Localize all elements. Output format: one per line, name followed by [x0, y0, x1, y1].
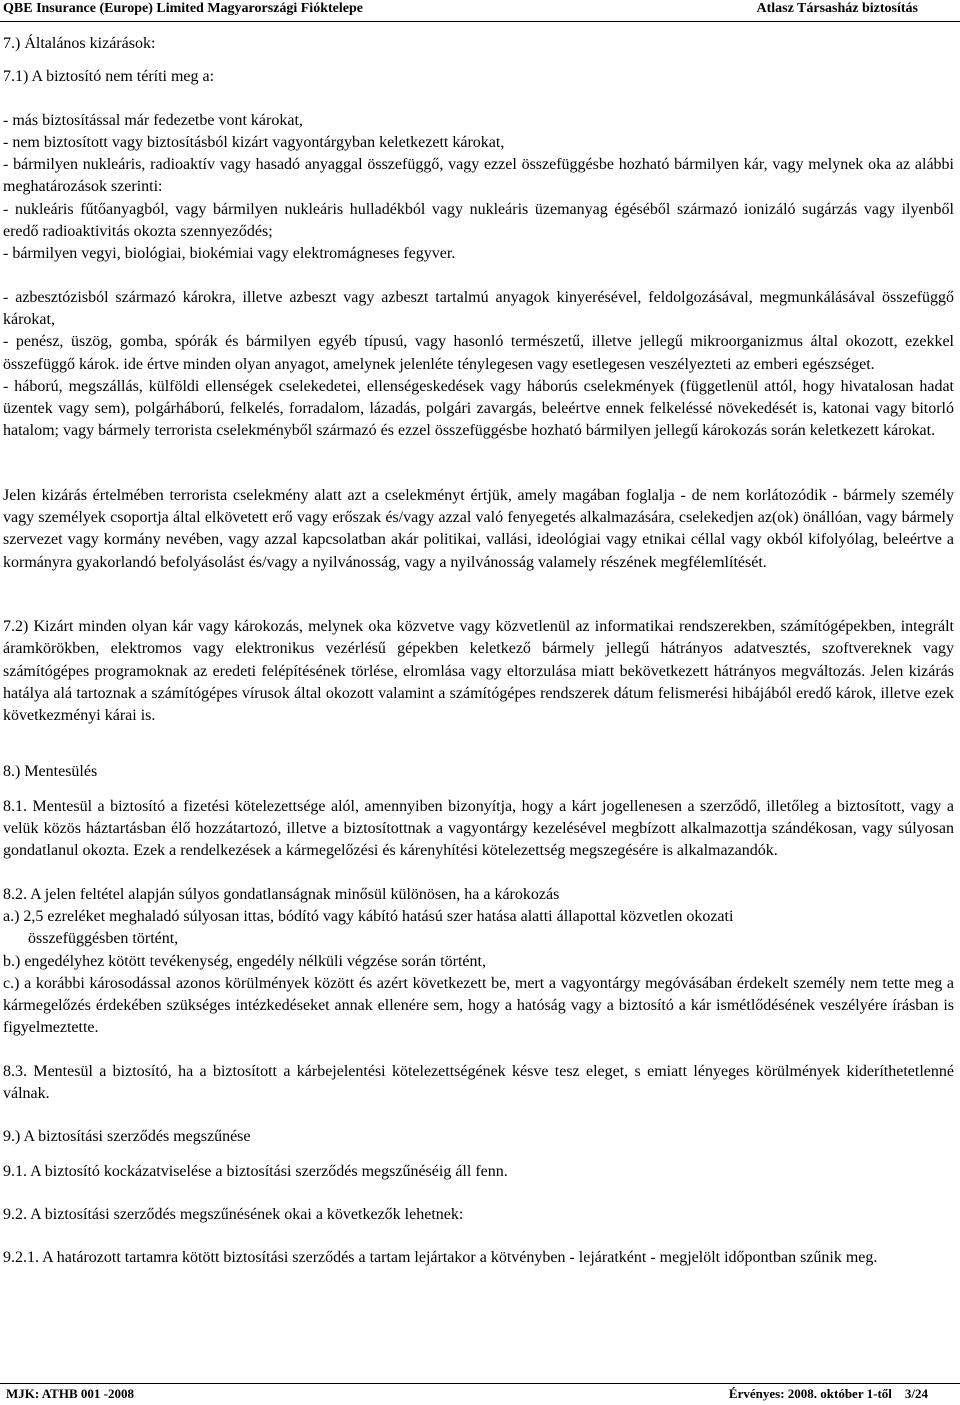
footer-document-id: MJK: ATHB 001 -2008	[6, 1386, 134, 1401]
section-8-2-title: 8.2. A jelen feltétel alapján súlyos gondatlanságnak minősül különösen, ha a károkozás	[3, 885, 560, 903]
header-product: Atlasz Társasház biztosítás	[756, 1, 918, 16]
page-header	[0, 0, 960, 22]
exclusion-item: - bármilyen vegyi, biológiai, biokémiai vagy elektromágneses fegyver.	[3, 245, 456, 263]
footer-validity-page: Érvényes: 2008. október 1-től 3/24	[728, 1386, 928, 1401]
section-8-3: 8.3. Mentesül a biztosító, ha a biztosított a kárbejelentési kötelezettségének késve tesz eleget, s emiatt lényeges körülmények kideríthetetlenné válnak.	[3, 1062, 954, 1102]
section-8-2-a-cont: összefüggésben történt,	[28, 930, 179, 948]
section-8-1: 8.1. Mentesül a biztosító a fizetési kötelezettsége alól, amennyiben bizonyítja, hogy a kárt jogellenesen a szerződő, illetőleg a biztosított, vagy a velük közös háztartásban élő hozzátartozó, illetve a biztosítottnak a vagyontárgy kezelésével megbízott alkalmazottja szándékosan, vagy súlyosan gondatlanul okozta. Ezek a rendelkezések a kármegelőzési és kárenyhítési kötelezettség megszegésére is alkalmazandók.	[3, 797, 954, 860]
exclusion-item: - penész, üszög, gomba, spórák és bármilyen egyéb típusú, vagy hasonló természetű, illetve jellegű mikroorganizmus által okozott, ezekkel összefüggő károk. ide értve minden olyan anyagot, amelynek jelenléte ténylegesen vagy esetlegesen veszélyezteti az emberi egészséget.	[3, 333, 954, 373]
exclusion-item: - háború, megszállás, külföldi ellenségek cselekedetei, ellenségeskedések vagy háborús cselekmények (függetlenül attól, hogy hivatalosan hadat üzentek vagy sem), polgárháború, felkelés, forradalom, lázadás, polgári zavargás, beleértve ennek felkeléssé növekedését is, katonai vagy bitorló hatalom; vagy bármely terrorista cselekményből származó és ezzel összefüggésbe hozható bármilyen jellegű károkozás során keletkezett károkat.	[3, 377, 954, 440]
exclusion-item: - nem biztosított vagy biztosításból kizárt vagyontárgyban keletkezett károkat,	[3, 133, 505, 151]
header-company: QBE Insurance (Europe) Limited Magyarországi Fióktelepe	[3, 1, 363, 16]
exclusion-item: - bármilyen nukleáris, radioaktív vagy hasadó anyaggal összefüggő, vagy ezzel összefüggésbe hozható bármilyen kár, vagy melynek oka az alábbi meghatározások szerinti:	[3, 156, 954, 196]
section-7-1-title: 7.1) A biztosító nem téríti meg a:	[3, 68, 215, 86]
section-8-2-c: c.) a korábbi károsodással azonos körülmények között és azért következett be, mert a vagyontárgy megóvásában érdekelt személy nem tette meg a kármegelőzés érdekében szükséges intézkedéseket annak ellenére sem, hogy a hatóság vagy a biztosító a kár ismétlődésének veszélyére írásban is figyelmeztette.	[3, 974, 954, 1037]
page-footer	[0, 1383, 960, 1405]
section-9-2-1: 9.2.1. A határozott tartamra kötött biztosítási szerződés a tartam lejártakor a kötvényben - lejáratként - megjelölt időpontban szűnik meg.	[3, 1249, 878, 1267]
section-8-2-b: b.) engedélyhez kötött tevékenység, engedély nélküli végzése során történt,	[3, 952, 486, 970]
document-body	[3, 33, 954, 1269]
exclusion-item: - más biztosítással már fedezetbe vont károkat,	[3, 111, 303, 129]
section-8-title: 8.) Mentesülés	[3, 763, 98, 781]
terrorism-definition: Jelen kizárás értelmében terrorista cselekmény alatt azt a cselekményt értjük, amely magában foglalja - de nem korlátozódik - bármely személy vagy személyek csoportja által elkövetett erő vagy erőszak és/vagy azzal való fenyegetés alkalmazására, cselekedjen az(ok) önállóan, vagy bármely szervezet vagy kormány nevében, vagy azzal kapcsolatban akár politikai, vallási, ideológiai vagy etnikai céllal vagy okból kifolyólag, beleértve a kormányra gyakorlandó befolyásolást és/vagy a nyilvánosság, vagy a nyilvánosság valamely részének megfélemlítését.	[3, 486, 954, 571]
section-9-title: 9.) A biztosítási szerződés megszűnése	[3, 1128, 251, 1146]
exclusion-item: - nukleáris fűtőanyagból, vagy bármilyen nukleáris hulladékból vagy nukleáris üzemanyag égéséből származó ionizáló sugárzás vagy ilyenből eredő radioaktivitás okozta szennyeződés;	[3, 200, 954, 241]
section-7-2: 7.2) Kizárt minden olyan kár vagy károkozás, melynek oka közvetve vagy közvetlenül az informatikai rendszerekben, számítógépekben, integrált áramkörökben, elektromos vagy elektronikus vezérlésű gépekben keletkező bármely jellegű hátrányos adatvesztés, szoftvereknek vagy számítógépes programoknak az eredeti felépítésének törlése, elromlása vagy eltorzulása miatt bekövetkezett hátrányos megváltozás. Jelen kizárás hatálya alá tartoznak a számítógépes vírusok által okozott valamint a számítógépes rendszerek dátum felismerési hibájából eredő károk, illetve ezek következményi kárai is.	[3, 617, 954, 725]
section-7-title: 7.) Általános kizárások:	[3, 35, 156, 52]
section-9-1: 9.1. A biztosító kockázatviselése a biztosítási szerződés megszűnéséig áll fenn.	[3, 1162, 508, 1180]
exclusion-item: - azbesztózisból származó károkra, illetve azbeszt vagy azbeszt tartalmú anyagok kinyerésével, feldolgozásával, megmunkálásával összefüggő károkat,	[3, 288, 954, 328]
section-9-2: 9.2. A biztosítási szerződés megszűnésének okai a következők lehetnek:	[3, 1205, 464, 1223]
section-8-2-a: a.) 2,5 ezreléket meghaladó súlyosan ittas, bódító vagy kábító hatású szer hatása alatti állapottal közvetlen okozati	[3, 907, 734, 925]
